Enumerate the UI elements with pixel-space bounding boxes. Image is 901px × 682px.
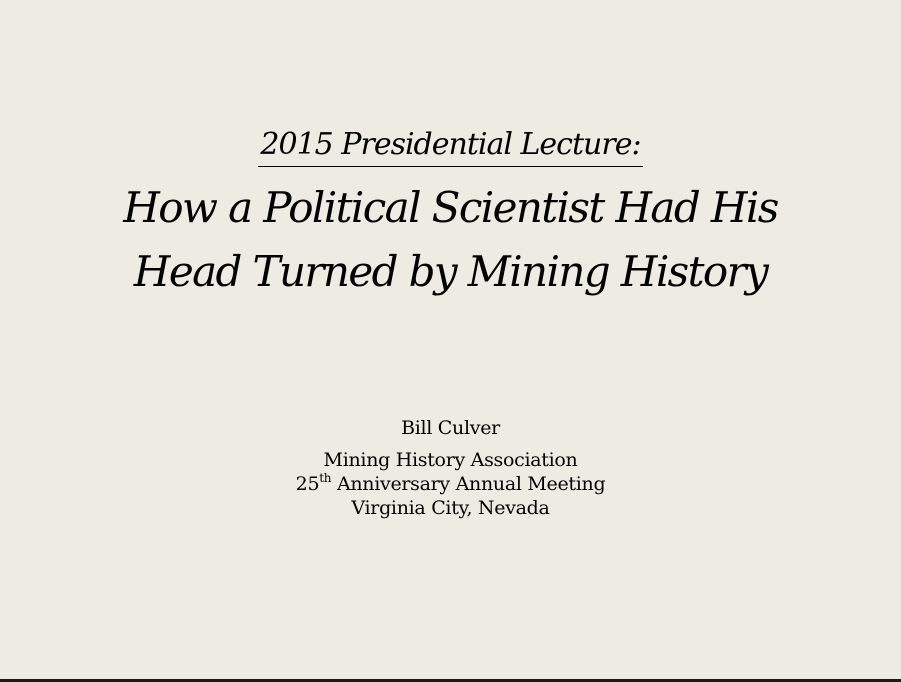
author-name: Bill Culver [401, 417, 500, 439]
slide-title [0, 176, 901, 304]
title-line-2: Head Turned by Mining History [133, 247, 768, 296]
slide-subtitle [0, 126, 901, 167]
subtitle-text: 2015 Presidential Lecture: [258, 126, 642, 167]
meeting-location: Virginia City, Nevada [351, 497, 550, 519]
author-block [0, 416, 901, 520]
meeting-ordinal-suffix: th [319, 471, 332, 485]
organization-name: Mining History Association [323, 449, 578, 471]
meeting-line [0, 472, 901, 496]
title-line-1: How a Political Scientist Had His [123, 183, 778, 232]
meeting-name: Anniversary Annual Meeting [336, 473, 606, 495]
meeting-number: 25 [295, 473, 320, 495]
